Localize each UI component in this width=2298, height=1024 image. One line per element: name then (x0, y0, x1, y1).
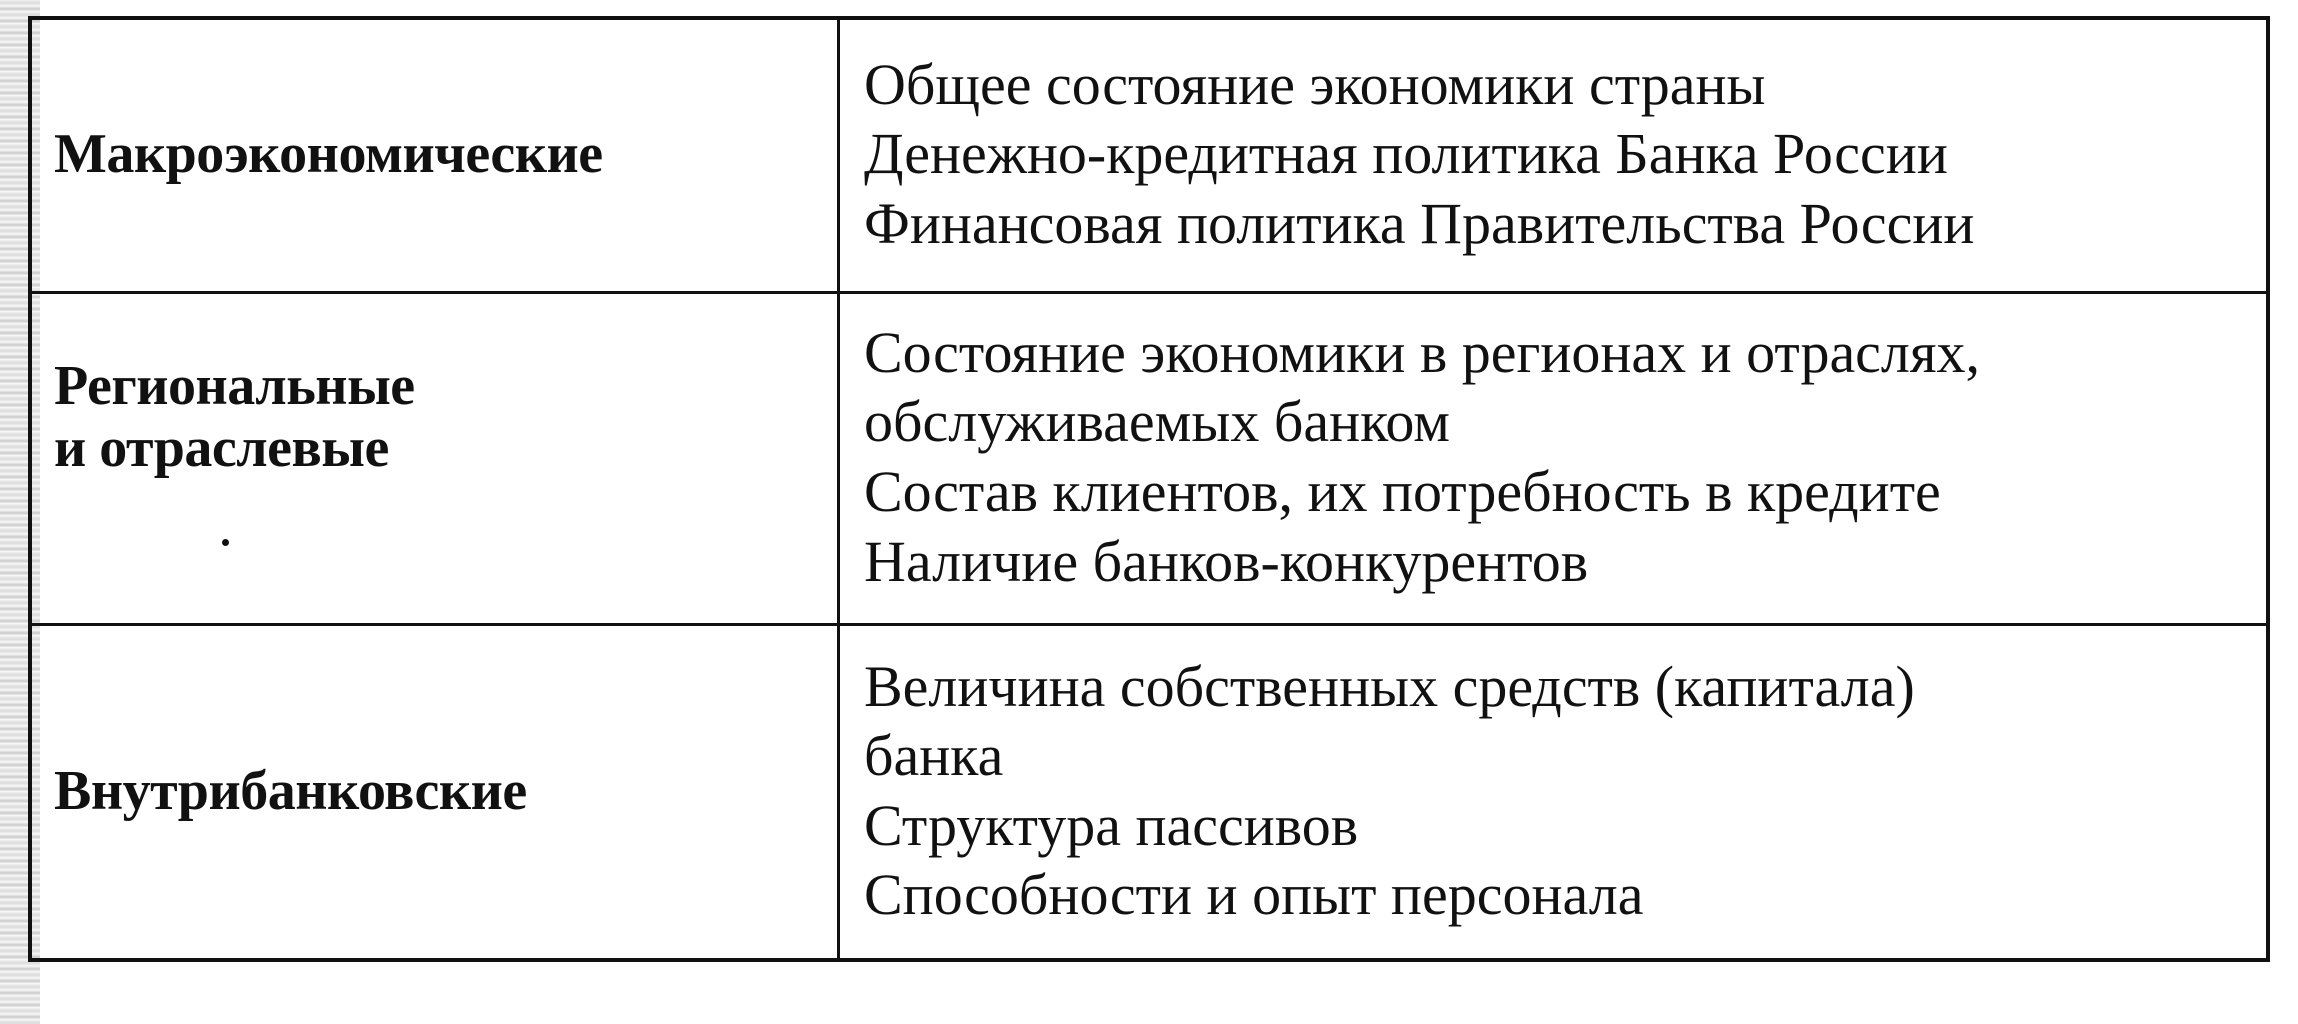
list-item: Финансовая политика Правительства России (864, 191, 1975, 257)
list-item: банка (864, 723, 1004, 789)
factors-table (32, 20, 2266, 958)
table-row (32, 624, 2266, 958)
list-item: Структура пассивов (864, 792, 1359, 858)
group-cell-macro (32, 20, 839, 292)
table-row (32, 20, 2266, 292)
group-cell-regional (32, 292, 839, 624)
list-item: обслуживаемых банком (864, 389, 1450, 455)
list-item: Наличие банков-конкурентов (864, 528, 1589, 594)
table-row (32, 292, 2266, 624)
group-label: Макроэкономические (54, 123, 603, 186)
list-item: Общее состояние экономики страны (864, 51, 1766, 117)
items-cell-macro (839, 20, 2267, 292)
print-speck (222, 539, 229, 546)
factors-table-frame (28, 16, 2270, 962)
items-cell-regional (839, 292, 2267, 624)
group-label: Региональные (54, 355, 415, 418)
items-cell-internal (839, 624, 2267, 958)
list-item: Способности и опыт персонала (864, 862, 1644, 928)
group-cell-internal (32, 624, 839, 958)
list-item: Состояние экономики в регионах и отраслях, (864, 319, 1981, 385)
group-label: Внутрибанковские (54, 759, 527, 822)
list-item: Состав клиентов, их потребность в кредите (864, 459, 1941, 524)
list-item: Денежно-кредитная политика Банка России (864, 121, 1948, 187)
list-item: Величина собственных средств (капитала) (864, 653, 1915, 719)
group-label: и отраслевые (54, 416, 389, 479)
